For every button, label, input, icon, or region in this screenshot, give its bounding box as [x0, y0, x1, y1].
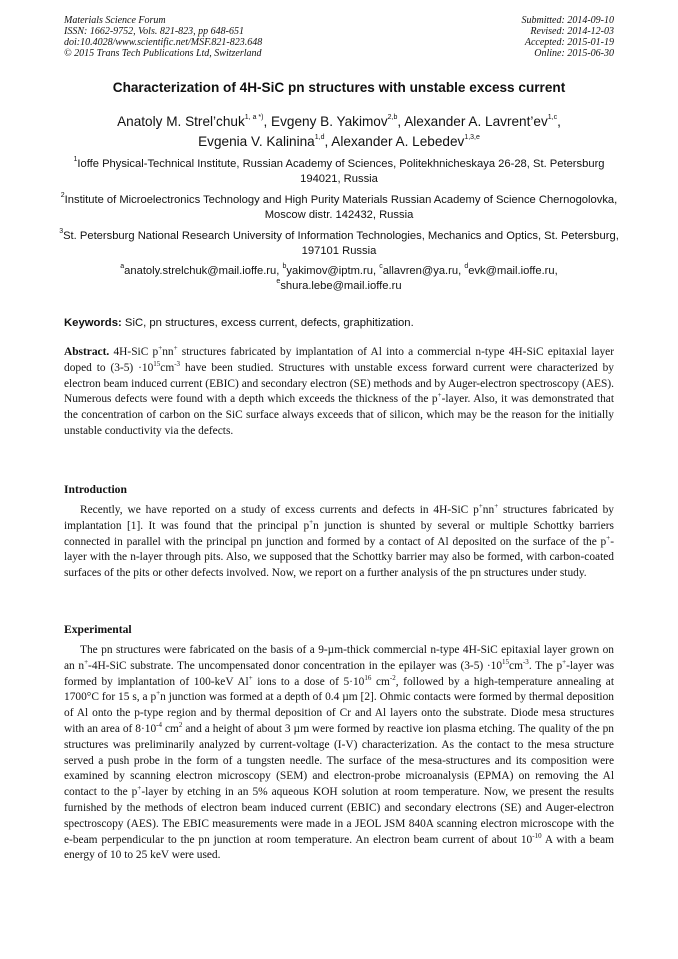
affil-number: 3	[59, 228, 64, 236]
abstract-label: Abstract.	[64, 346, 110, 358]
abstract-text: -layer. Also, it was demonstrated that the concentration of carbon on the SiC surface always exceeds that of silicon, which may be the reason for the initially unstable conductivity via the defects.	[64, 393, 614, 437]
intro-text: -layer with the n-layer through pits. Also, we supposed that the Schottky barrier may also be formed, with carbon-coated surfaces of the pits or other defects involved. Now, we report on a further analysis of the pn structures under study.	[64, 535, 614, 580]
exp-text: , followed by a high-temperature annealing at 1700°C for 15 s, a p	[64, 675, 614, 704]
journal-info	[64, 15, 262, 59]
author-affil-mark: 1,3,e	[464, 134, 480, 142]
exp-text: . The p	[528, 659, 563, 672]
abstract-text: cm	[160, 361, 175, 374]
introduction-body	[64, 503, 614, 582]
affil-number: 1	[73, 156, 78, 164]
email-mark: b	[282, 263, 287, 271]
abstract-text: structures fabricated by implantation of Al into a commercial n-type 4H-SiC epitaxial layer doped to (3-5) ·10	[64, 346, 614, 374]
exp-text: and a height of about 3 µm were formed by reactive ion plasma etching. The quality of the pn structures was preliminarily analyzed by current-voltage (I-V) characterization. As the contact to the mesa structure served a push probe in the form of a tungsten needle. The surface of the mesa-structures and its composition were examined by scanning electron microscopy (SEM) and electron-probe microanalysis (EPMA) on removing the Al contact to the p	[64, 722, 614, 799]
superscript: -2	[389, 673, 396, 682]
superscript: 15	[502, 658, 510, 666]
affiliation-3	[58, 229, 620, 258]
affiliation-2	[58, 193, 620, 222]
author-list: Anatoly M. Strel’chuk$^{1, a *)}$, Evgeny B. Yakimov$^{2,b}$, Alexander A. Lavrent’ev$^{1,c}$, Evgenia V. Kalinina$^{1,d}$, Alexander A. Lebedev$^{1,3,e}$	[117, 114, 561, 149]
exp-text: n junction was formed at a depth of 0.4 µm [2]. Ohmic contacts were formed by thermal deposition of Al onto the p-type region and by thermal deposition of Cr and Al layers onto the substrate. Diode mesa structures with an area of 8·10	[64, 691, 614, 735]
abstract	[64, 345, 614, 440]
email-link[interactable]: anatoly.strelchuk@mail.ioffe.ru	[124, 265, 277, 277]
author-affil-mark: 1, a *)	[244, 114, 264, 122]
abstract-text: have been studied. Structures with unstable excess forward current were characterized by electron beam induced current (EBIC) and secondary electron (SE) methods and by Auger-electron spectroscopy (AES). Numerous defects were found with a depth which exceeds the thickness of the p	[64, 361, 614, 406]
dates-info	[522, 15, 615, 59]
author-name: Alexander A. Lavrent’ev	[404, 114, 548, 129]
author-affil-mark: 2,b	[387, 114, 398, 122]
superscript: -10	[532, 831, 542, 840]
superscript: +	[158, 344, 163, 353]
superscript: 16	[364, 673, 372, 682]
email-list: $^a$anatoly.strelchuk@mail.ioffe.ru, $^b$yakimov@iptm.ru, $^c$allavren@ya.ru, $^d$evk@mail.ioffe.ru, $^e$shura.lebe@mail.ioffe.ru	[120, 263, 558, 292]
superscript: 2	[178, 721, 183, 730]
exp-text: -layer was formed by implantation of 100-keV Al	[64, 659, 615, 688]
superscript: +	[309, 518, 314, 526]
author-name: Evgenia V. Kalinina	[198, 134, 315, 149]
section-heading-experimental: Experimental	[64, 623, 132, 636]
superscript: 15	[153, 360, 161, 368]
email-link[interactable]: shura.lebe@mail.ioffe.ru	[280, 279, 402, 292]
email-link[interactable]: allavren@ya.ru	[382, 265, 459, 277]
exp-text: cm	[162, 722, 179, 735]
keywords-label: Keywords:	[64, 317, 122, 329]
issn-line: ISSN: 1662-9752, Vols. 821-823, pp 648-651	[64, 26, 244, 37]
superscript: +	[494, 502, 499, 511]
affil-text: St. Petersburg National Research University of Information Technologies, Mechanics and Optics, St. Petersburg, 197101 Russia	[63, 230, 619, 257]
intro-text: Recently, we have reported on a study of excess currents and defects in 4H-SiC p	[80, 504, 479, 516]
introduction-paragraph	[64, 503, 614, 582]
author-affil-mark: 1,c	[547, 114, 558, 122]
exp-text: The pn structures were fabricated on the basis of a 9-µm-thick commercial n-type 4H-SiC epitaxial layer grown on an n	[64, 644, 614, 672]
doi-line: doi:10.4028/www.scientific.net/MSF.821-823.648	[64, 37, 263, 48]
superscript: +	[606, 533, 611, 542]
abstract-text: nn	[162, 346, 174, 358]
superscript: -4	[156, 721, 162, 730]
email-mark: e	[276, 277, 281, 285]
affil-number: 2	[60, 192, 65, 200]
superscript: +	[248, 673, 253, 682]
exp-text: A with a beam energy of 10 to 25 keV were used.	[64, 833, 614, 862]
superscript: +	[173, 344, 178, 353]
superscript: +	[156, 689, 161, 698]
superscript: -3	[522, 658, 529, 666]
exp-text: cm	[509, 659, 523, 672]
exp-text: -4H-SiC substrate. The uncompensated donor concentration in the epilayer was (3-5) ·10	[88, 659, 503, 672]
copyright-line: © 2015 Trans Tech Publications Ltd, Switzerland	[64, 48, 262, 59]
author-name: Alexander A. Lebedev	[331, 134, 465, 149]
section-heading-introduction: Introduction	[64, 483, 127, 496]
superscript: -3	[174, 360, 181, 368]
affiliation-1	[58, 157, 620, 186]
email-mark: d	[464, 263, 469, 271]
paper-title: Characterization of 4H-SiC pn structures with unstable excess current	[112, 80, 566, 95]
email-mark: c	[379, 263, 383, 271]
superscript: +	[562, 658, 567, 666]
superscript: +	[478, 502, 483, 511]
revised-date: Revised: 2014-12-03	[530, 26, 614, 37]
superscript: +	[137, 784, 142, 793]
accepted-date: Accepted: 2015-01-19	[524, 37, 614, 48]
intro-text: n junction is shunted by several or multiple Schottky barriers connected in parallel with the principal pn junction and formed by a contact of Al deposited on the surface of the p	[64, 519, 614, 548]
email-link[interactable]: yakimov@iptm.ru	[286, 265, 373, 277]
keywords	[64, 317, 414, 329]
exp-text: -layer by etching in an 5% aqueous KOH solution at room temperature. Now, we present the results furnished by the methods of electron beam induced current (EBIC) and secondary electrons (SE) and Auger-electron spectroscopy (AES). The EBIC measurements were made in a JEOL JSM 840A scanning electron microscope with the e-beam perpendicular to the pn junction at room temperature. An electron beam current of about 10	[64, 786, 614, 846]
online-date: Online: 2015-06-30	[534, 48, 614, 59]
abstract-text: 4H-SiC p	[113, 346, 159, 358]
affil-text: Institute of Microelectronics Technology and High Purity Materials Russian Academy of Science Chernogolovka, Moscow distr. 142432, Russia	[64, 194, 618, 221]
intro-text: structures fabricated by implantation [1]. It was found that the principal p	[64, 504, 615, 532]
affil-text: Ioffe Physical-Technical Institute, Russian Academy of Sciences, Politekhnicheskaya 26-28, St. Petersburg 194021, Russia	[77, 158, 605, 185]
email-mark: a	[120, 263, 125, 271]
journal-name: Materials Science Forum	[64, 15, 166, 26]
author-name: Evgeny B. Yakimov	[271, 114, 388, 129]
author-affil-mark: 1,d	[314, 134, 325, 142]
email-link[interactable]: evk@mail.ioffe.ru	[468, 265, 555, 277]
superscript: +	[437, 391, 442, 400]
submitted-date: Submitted: 2014-09-10	[521, 15, 614, 26]
keywords-text: SiC, pn structures, excess current, defects, graphitization.	[124, 317, 414, 329]
exp-text: cm	[371, 675, 390, 688]
superscript: +	[84, 658, 89, 666]
intro-text: nn	[482, 504, 495, 516]
author-name: Anatoly M. Strel’chuk	[117, 114, 245, 129]
experimental-body	[64, 643, 614, 864]
exp-text: ions to a dose of 5·10	[252, 675, 365, 688]
experimental-paragraph	[64, 643, 614, 864]
